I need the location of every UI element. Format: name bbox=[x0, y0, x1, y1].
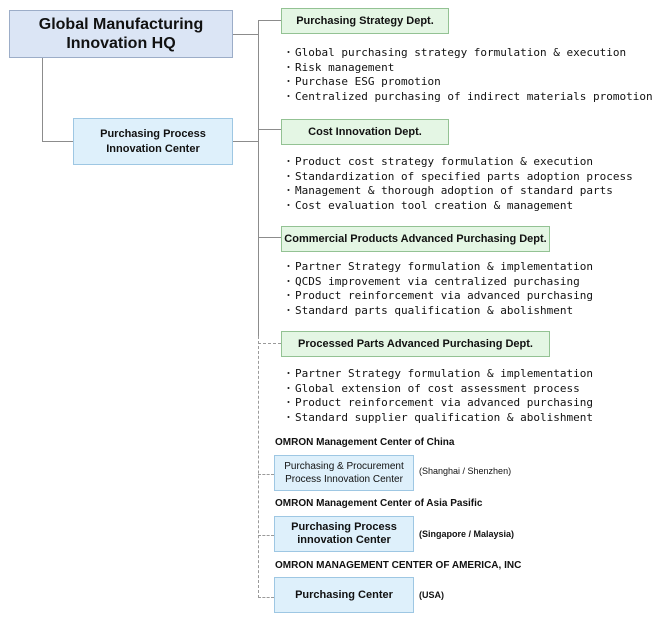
dept-commercial-products bbox=[281, 226, 550, 252]
duty-item: ・ Partner Strategy formulation & implementation bbox=[283, 260, 593, 275]
duty-item: ・ QCDS improvement via centralized purchasing bbox=[283, 275, 593, 290]
duty-item: ・ Product reinforcement via advanced purchasing bbox=[283, 289, 593, 304]
region-china-box bbox=[274, 455, 414, 491]
hq-title-line1: Global Manufacturing bbox=[38, 16, 204, 33]
dept-purchasing-strategy bbox=[281, 8, 449, 34]
dept-cost-innovation bbox=[281, 119, 449, 145]
dept-processed-parts-label: Processed Parts Advanced Purchasing Dept. bbox=[298, 338, 533, 350]
connector-dept-2 bbox=[258, 129, 281, 130]
duty-item: ・ Product reinforcement via advanced purchasing bbox=[283, 396, 593, 411]
duty-item: ・ Standard supplier qualification & abolishment bbox=[283, 411, 593, 426]
region-asia-pacific-location: (Singapore / Malaysia) bbox=[419, 529, 515, 539]
duty-item: ・ Global extension of cost assessment process bbox=[283, 382, 593, 397]
innovation-center-box bbox=[73, 118, 233, 165]
region-china-title: OMRON Management Center of China bbox=[275, 437, 455, 448]
connector-hq-to-center bbox=[42, 141, 73, 142]
region-asia-pacific-box-line2: innovation Center bbox=[297, 534, 391, 546]
connector-dept-3 bbox=[258, 237, 281, 238]
region-asia-pacific-box-line1: Purchasing Process bbox=[291, 521, 397, 533]
region-china-location: (Shanghai / Shenzhen) bbox=[419, 466, 512, 476]
duty-item: ・ Standard parts qualification & abolishment bbox=[283, 304, 593, 319]
duty-item: ・ Partner Strategy formulation & implementation bbox=[283, 367, 593, 382]
dept-processed-parts bbox=[281, 331, 550, 357]
duty-item: ・ Global purchasing strategy formulation & execution bbox=[283, 46, 653, 61]
duty-item: ・ Risk management bbox=[283, 61, 653, 76]
region-america-title: OMRON MANAGEMENT CENTER OF AMERICA, INC bbox=[275, 560, 522, 571]
connector-hq-to-spine bbox=[233, 34, 258, 35]
region-china-box-line1: Purchasing & Procurement bbox=[284, 461, 404, 472]
connector-region-3 bbox=[258, 597, 274, 598]
center-title-line2: Innovation Center bbox=[106, 142, 200, 155]
hq-box bbox=[9, 10, 233, 58]
region-america-location: (USA) bbox=[419, 590, 444, 600]
dept-purchasing-strategy-duties bbox=[283, 46, 653, 104]
connector-hq-vertical bbox=[42, 58, 43, 142]
dept-processed-parts-duties bbox=[283, 367, 593, 425]
connector-regions-spine bbox=[258, 336, 259, 598]
connector-center-to-spine bbox=[233, 141, 258, 142]
duty-item: ・ Standardization of specified parts adoption process bbox=[283, 170, 633, 185]
region-america-box-label: Purchasing Center bbox=[295, 588, 393, 601]
region-america-box bbox=[274, 577, 414, 613]
dept-purchasing-strategy-label: Purchasing Strategy Dept. bbox=[296, 15, 434, 27]
connector-dept-4 bbox=[258, 343, 281, 344]
dept-commercial-products-duties bbox=[283, 260, 593, 318]
connector-dept-1 bbox=[258, 20, 281, 21]
hq-title-line2: Innovation HQ bbox=[66, 35, 176, 52]
region-china-box-line2: Process Innovation Center bbox=[285, 474, 403, 485]
center-title-line1: Purchasing Process bbox=[100, 127, 206, 140]
connector-region-2 bbox=[258, 535, 274, 536]
duty-item: ・ Centralized purchasing of indirect materials promotion bbox=[283, 90, 653, 105]
connector-spine bbox=[258, 20, 259, 336]
dept-cost-innovation-duties bbox=[283, 155, 633, 213]
connector-region-1 bbox=[258, 474, 274, 475]
duty-item: ・ Product cost strategy formulation & execution bbox=[283, 155, 633, 170]
duty-item: ・ Purchase ESG promotion bbox=[283, 75, 653, 90]
region-asia-pacific-title: OMRON Management Center of Asia Pasific bbox=[275, 498, 483, 509]
dept-commercial-products-label: Commercial Products Advanced Purchasing Dept. bbox=[284, 233, 547, 245]
dept-cost-innovation-label: Cost Innovation Dept. bbox=[308, 126, 422, 138]
duty-item: ・ Cost evaluation tool creation & management bbox=[283, 199, 633, 214]
duty-item: ・ Management & thorough adoption of standard parts bbox=[283, 184, 633, 199]
region-asia-pacific-box bbox=[274, 516, 414, 552]
